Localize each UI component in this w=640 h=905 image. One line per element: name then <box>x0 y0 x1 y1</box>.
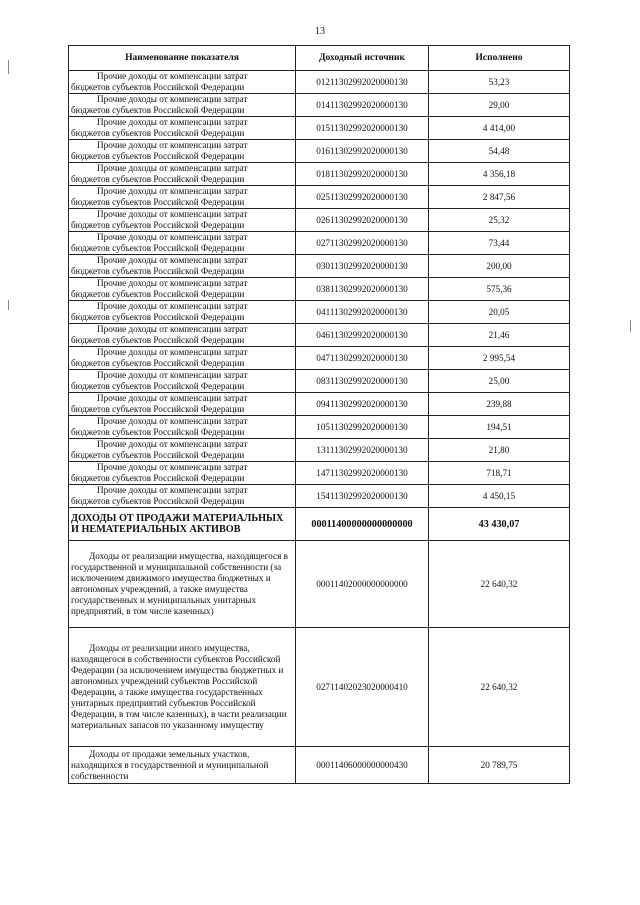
section-value: 43 430,07 <box>429 508 570 541</box>
revenue-table <box>68 45 570 784</box>
row-name <box>69 232 296 255</box>
detail-name: Доходы от продажи земельных участков, находящихся в государственной и муниципальной собственности <box>69 747 296 784</box>
row-code: 14711302992020000130 <box>296 462 429 485</box>
row-name-line2: бюджетов субъектов Российской Федерации <box>71 450 245 460</box>
row-value: 21,46 <box>429 324 570 347</box>
row-name-line1: Прочие доходы от компенсации затрат <box>97 324 248 334</box>
row-name-line1: Прочие доходы от компенсации затрат <box>97 393 248 403</box>
detail-row <box>69 541 570 628</box>
row-code: 01211302992020000130 <box>296 71 429 94</box>
row-name-line1: Прочие доходы от компенсации затрат <box>97 370 248 380</box>
row-value: 718,71 <box>429 462 570 485</box>
row-name-line2: бюджетов субъектов Российской Федерации <box>71 105 245 115</box>
row-value: 575,36 <box>429 278 570 301</box>
row-name <box>69 117 296 140</box>
row-name-line2: бюджетов субъектов Российской Федерации <box>71 220 245 230</box>
detail-row <box>69 628 570 747</box>
row-name-line2: бюджетов субъектов Российской Федерации <box>71 358 245 368</box>
scan-margin-mark <box>8 300 9 310</box>
row-name-line1: Прочие доходы от компенсации затрат <box>97 94 248 104</box>
table-row <box>69 301 570 324</box>
table-body <box>69 71 570 784</box>
row-name-line2: бюджетов субъектов Российской Федерации <box>71 496 245 506</box>
row-code: 02511302992020000130 <box>296 186 429 209</box>
row-name <box>69 347 296 370</box>
row-name-line2: бюджетов субъектов Российской Федерации <box>71 427 245 437</box>
row-code: 13111302992020000130 <box>296 439 429 462</box>
row-code: 08311302992020000130 <box>296 370 429 393</box>
row-code: 04711302992020000130 <box>296 347 429 370</box>
row-name-line2: бюджетов субъектов Российской Федерации <box>71 151 245 161</box>
row-value: 21,80 <box>429 439 570 462</box>
row-name <box>69 71 296 94</box>
detail-code: 00011406000000000430 <box>296 747 429 784</box>
detail-name: Доходы от реализации иного имущества, находящегося в собственности субъектов Российской Федерации (за исключением имущества бюджетных и автономных учреждений субъектов Российской Федерации, а также имущества государственных унитарных предприятий субъектов Российской Федерации, в том числе казенных), в части реализации материальных запасов по указанному имуществу <box>69 628 296 747</box>
row-name-line2: бюджетов субъектов Российской Федерации <box>71 266 245 276</box>
row-code: 01511302992020000130 <box>296 117 429 140</box>
row-code: 03011302992020000130 <box>296 255 429 278</box>
row-code: 01811302992020000130 <box>296 163 429 186</box>
row-name <box>69 209 296 232</box>
row-name-line2: бюджетов субъектов Российской Федерации <box>71 82 245 92</box>
detail-row <box>69 747 570 784</box>
row-name-line1: Прочие доходы от компенсации затрат <box>97 347 248 357</box>
table-row <box>69 416 570 439</box>
table-row <box>69 232 570 255</box>
row-name <box>69 462 296 485</box>
row-name <box>69 416 296 439</box>
row-value: 200,00 <box>429 255 570 278</box>
row-name <box>69 370 296 393</box>
row-name-line1: Прочие доходы от компенсации затрат <box>97 416 248 426</box>
section-name: ДОХОДЫ ОТ ПРОДАЖИ МАТЕРИАЛЬНЫХ И НЕМАТЕРИАЛЬНЫХ АКТИВОВ <box>69 508 296 541</box>
row-name-line2: бюджетов субъектов Российской Федерации <box>71 197 245 207</box>
row-name <box>69 439 296 462</box>
row-name-line2: бюджетов субъектов Российской Федерации <box>71 335 245 345</box>
detail-value: 20 789,75 <box>429 747 570 784</box>
table-row <box>69 140 570 163</box>
row-code: 01611302992020000130 <box>296 140 429 163</box>
table-row <box>69 209 570 232</box>
row-name-line1: Прочие доходы от компенсации затрат <box>97 278 248 288</box>
row-code: 15411302992020000130 <box>296 485 429 508</box>
row-name-line1: Прочие доходы от компенсации затрат <box>97 71 248 81</box>
row-name-line1: Прочие доходы от компенсации затрат <box>97 301 248 311</box>
row-value: 4 414,00 <box>429 117 570 140</box>
detail-value: 22 640,32 <box>429 541 570 628</box>
row-name-line2: бюджетов субъектов Российской Федерации <box>71 289 245 299</box>
table-row <box>69 324 570 347</box>
row-code: 02711302992020000130 <box>296 232 429 255</box>
row-value: 194,51 <box>429 416 570 439</box>
table-row <box>69 485 570 508</box>
row-value: 4 450,15 <box>429 485 570 508</box>
row-code: 03811302992020000130 <box>296 278 429 301</box>
table-row <box>69 163 570 186</box>
detail-value: 22 640,32 <box>429 628 570 747</box>
row-code: 01411302992020000130 <box>296 94 429 117</box>
row-value: 239,88 <box>429 393 570 416</box>
row-value: 2 847,56 <box>429 186 570 209</box>
row-name-line2: бюджетов субъектов Российской Федерации <box>71 174 245 184</box>
table-row <box>69 393 570 416</box>
scan-margin-mark <box>630 320 631 332</box>
row-name-line1: Прочие доходы от компенсации затрат <box>97 209 248 219</box>
table-row <box>69 94 570 117</box>
row-name-line2: бюджетов субъектов Российской Федерации <box>71 381 245 391</box>
row-value: 4 356,18 <box>429 163 570 186</box>
header-revenue-source: Доходный источник <box>296 46 429 71</box>
row-name-line1: Прочие доходы от компенсации затрат <box>97 232 248 242</box>
table-header-row <box>69 46 570 71</box>
row-name <box>69 255 296 278</box>
row-value: 53,23 <box>429 71 570 94</box>
table-row <box>69 370 570 393</box>
row-name <box>69 140 296 163</box>
row-value: 25,32 <box>429 209 570 232</box>
section-row <box>69 508 570 541</box>
row-value: 73,44 <box>429 232 570 255</box>
detail-name: Доходы от реализации имущества, находящегося в государственной и муниципальной собственности (за исключением движимого имущества бюджетных и автономных учреждений, а также имущества государственных и муниципальных унитарных предприятий, в том числе казенных) <box>69 541 296 628</box>
table-row <box>69 255 570 278</box>
table-row <box>69 117 570 140</box>
row-value: 20,05 <box>429 301 570 324</box>
row-name-line1: Прочие доходы от компенсации затрат <box>97 163 248 173</box>
header-indicator-name: Наименование показателя <box>69 46 296 71</box>
row-name-line1: Прочие доходы от компенсации затрат <box>97 117 248 127</box>
row-name-line1: Прочие доходы от компенсации затрат <box>97 462 248 472</box>
table-row <box>69 462 570 485</box>
table-row <box>69 439 570 462</box>
row-name-line1: Прочие доходы от компенсации затрат <box>97 140 248 150</box>
row-name-line2: бюджетов субъектов Российской Федерации <box>71 404 245 414</box>
row-name <box>69 301 296 324</box>
table-row <box>69 71 570 94</box>
row-name <box>69 393 296 416</box>
row-code: 02611302992020000130 <box>296 209 429 232</box>
row-name <box>69 163 296 186</box>
scan-margin-mark <box>8 60 9 74</box>
row-name-line1: Прочие доходы от компенсации затрат <box>97 485 248 495</box>
row-name-line1: Прочие доходы от компенсации затрат <box>97 439 248 449</box>
row-name <box>69 186 296 209</box>
row-code: 04611302992020000130 <box>296 324 429 347</box>
section-code: 00011400000000000000 <box>296 508 429 541</box>
row-value: 25,00 <box>429 370 570 393</box>
row-name <box>69 324 296 347</box>
table-row <box>69 278 570 301</box>
table-row <box>69 186 570 209</box>
row-name-line2: бюджетов субъектов Российской Федерации <box>71 243 245 253</box>
table-row <box>69 347 570 370</box>
row-value: 2 995,54 <box>429 347 570 370</box>
row-name-line2: бюджетов субъектов Российской Федерации <box>71 312 245 322</box>
detail-code: 00011402000000000000 <box>296 541 429 628</box>
row-name-line2: бюджетов субъектов Российской Федерации <box>71 473 245 483</box>
header-executed: Исполнено <box>429 46 570 71</box>
row-name <box>69 278 296 301</box>
detail-code: 02711402023020000410 <box>296 628 429 747</box>
row-name-line1: Прочие доходы от компенсации затрат <box>97 186 248 196</box>
row-code: 04111302992020000130 <box>296 301 429 324</box>
page-number: 13 <box>315 26 325 37</box>
row-name-line2: бюджетов субъектов Российской Федерации <box>71 128 245 138</box>
row-code: 09411302992020000130 <box>296 393 429 416</box>
row-code: 10511302992020000130 <box>296 416 429 439</box>
row-name <box>69 94 296 117</box>
row-name <box>69 485 296 508</box>
row-value: 29,00 <box>429 94 570 117</box>
row-value: 54,48 <box>429 140 570 163</box>
row-name-line1: Прочие доходы от компенсации затрат <box>97 255 248 265</box>
